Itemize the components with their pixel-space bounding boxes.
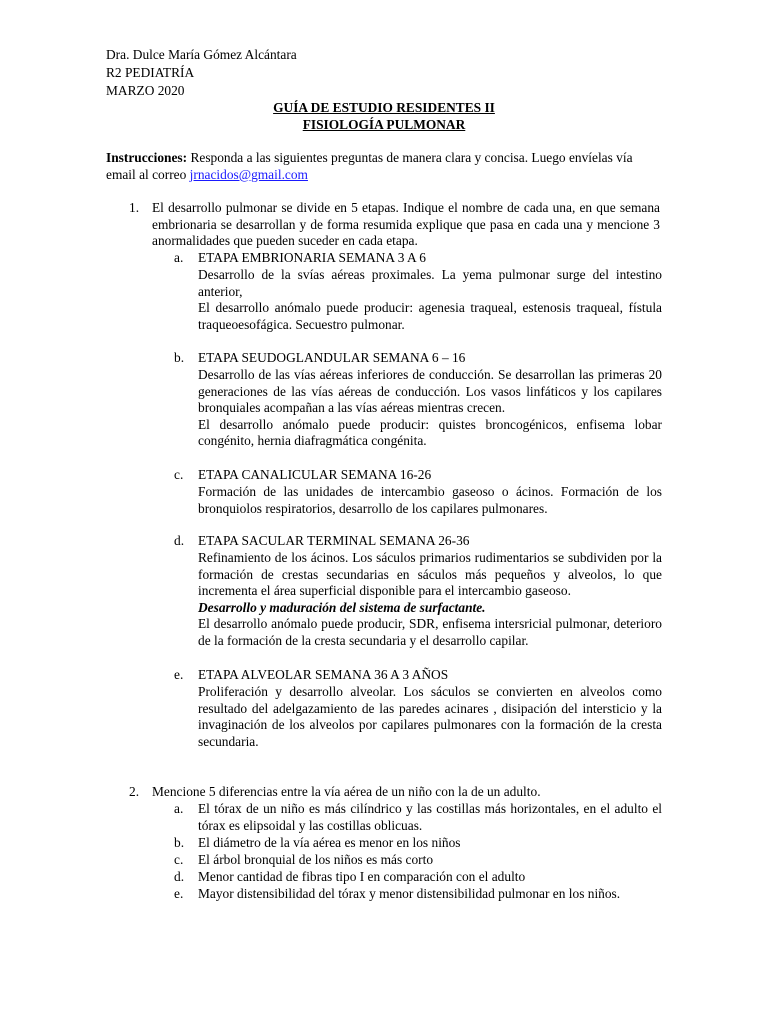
item-letter: b. — [174, 350, 185, 365]
item-letter: e. — [174, 886, 184, 901]
item-letter: c. — [174, 852, 184, 867]
item-text: El árbol bronquial de los niños es más corto — [198, 852, 434, 867]
item-paragraph: El desarrollo anómalo puede producir, SDR, enfisema intersricial pulmonar, deterioro de la formación de la cresta secundaria y el desarrollo capilar. — [198, 616, 662, 648]
item-paragraph: El desarrollo anómalo puede producir: quistes broncogénicos, enfisema lobar congénito, hernia diafragmática congénita. — [198, 416, 662, 449]
item-heading: ETAPA SEUDOGLANDULAR SEMANA 6 – 16 — [198, 350, 466, 365]
item-body — [198, 684, 662, 750]
item-heading: ETAPA SACULAR TERMINAL SEMANA 26-36 — [198, 533, 470, 548]
instructions-text: Responda a las siguientes preguntas de manera clara y concisa. Luego envíelas vía email al correo — [106, 150, 633, 182]
item-body — [198, 267, 662, 333]
author-name: Dra. Dulce María Gómez Alcántara — [106, 47, 297, 62]
email-link[interactable]: jrnacidos@gmail.com — [189, 166, 308, 182]
document-date: MARZO 2020 — [106, 83, 185, 98]
item-text: Menor cantidad de fibras tipo I en comparación con el adulto — [198, 869, 526, 884]
instructions-paragraph — [106, 150, 662, 183]
item-text: Mayor distensibilidad del tórax y menor distensibilidad pulmonar en los niños. — [198, 886, 621, 901]
item-paragraph: Desarrollo de la svías aéreas proximales. La yema pulmonar surge del intestino anterior, — [198, 267, 662, 299]
item-heading: ETAPA ALVEOLAR SEMANA 36 A 3 AÑOS — [198, 667, 449, 682]
item-body — [198, 484, 662, 517]
item-paragraph: Proliferación y desarrollo alveolar. Los sáculos se convierten en alveolos como resultado del adelgazamiento de las paredes acinares , disipación del intersticio y la invaginación de los alveolos por capilares pulmonares con la formación de la cresta secundaria. — [198, 684, 662, 749]
item-body — [198, 550, 662, 650]
question-text: El desarrollo pulmonar se divide en 5 etapas. Indique el nombre de cada una, en que semana embrionaria se desarrollan y de forma resumida explique que pasa en cada una y mencione 3 anormalidades que pueden suceder en cada etapa. — [152, 200, 660, 249]
item-letter: d. — [174, 533, 185, 548]
item-paragraph: Formación de las unidades de intercambio gaseoso o ácinos. Formación de los bronquiolos respiratorios, desarrollo de los capilares pulmonares. — [198, 484, 662, 516]
item-letter: c. — [174, 467, 184, 482]
item-heading: ETAPA EMBRIONARIA SEMANA 3 A 6 — [198, 250, 426, 265]
question-text: Mencione 5 diferencias entre la vía aérea de un niño con la de un adulto. — [152, 784, 541, 799]
author-role: R2 PEDIATRÍA — [106, 65, 195, 80]
item-paragraph: El desarrollo anómalo puede producir: agenesia traqueal, estenosis traqueal, fístula traqueoesofágica. Secuestro pulmonar. — [198, 300, 662, 332]
item-heading: ETAPA CANALICULAR SEMANA 16-26 — [198, 467, 432, 482]
item-letter: a. — [174, 801, 184, 816]
item-letter: b. — [174, 835, 185, 850]
instructions-label: Instrucciones: — [106, 150, 188, 165]
item-letter: d. — [174, 869, 185, 884]
question-number: 2. — [129, 784, 140, 799]
item-letter: e. — [174, 667, 184, 682]
document-header — [106, 46, 297, 100]
item-emphasis: Desarrollo y maduración del sistema de surfactante. — [198, 599, 486, 615]
document-title: GUÍA DE ESTUDIO RESIDENTES II — [273, 100, 495, 115]
item-letter: a. — [174, 250, 184, 265]
document-subtitle: FISIOLOGÍA PULMONAR — [302, 117, 466, 132]
item-paragraph: Desarrollo de las vías aéreas inferiores de conducción. Se desarrollan las primeras 20 generaciones de las vías aéreas de conducción. Los vasos linfáticos y los capilares bronquiales acompañan a las vías aéreas mientras crecen. — [198, 367, 662, 416]
item-text: El tórax de un niño es más cilíndrico y las costillas más horizontales, en el adulto el tórax es elipsoidal y las costillas oblicuas. — [198, 801, 662, 833]
question-number: 1. — [129, 200, 140, 215]
item-body — [198, 367, 662, 450]
item-paragraph: Refinamiento de los ácinos. Los sáculos primarios rudimentarios se subdividen por la formación de crestas secundarias en sáculos más pequeños y alveolos, lo que incrementa el área superficial disponible para el intercambio gaseoso. — [198, 550, 662, 599]
item-text: El diámetro de la vía aérea es menor en los niños — [198, 835, 461, 850]
